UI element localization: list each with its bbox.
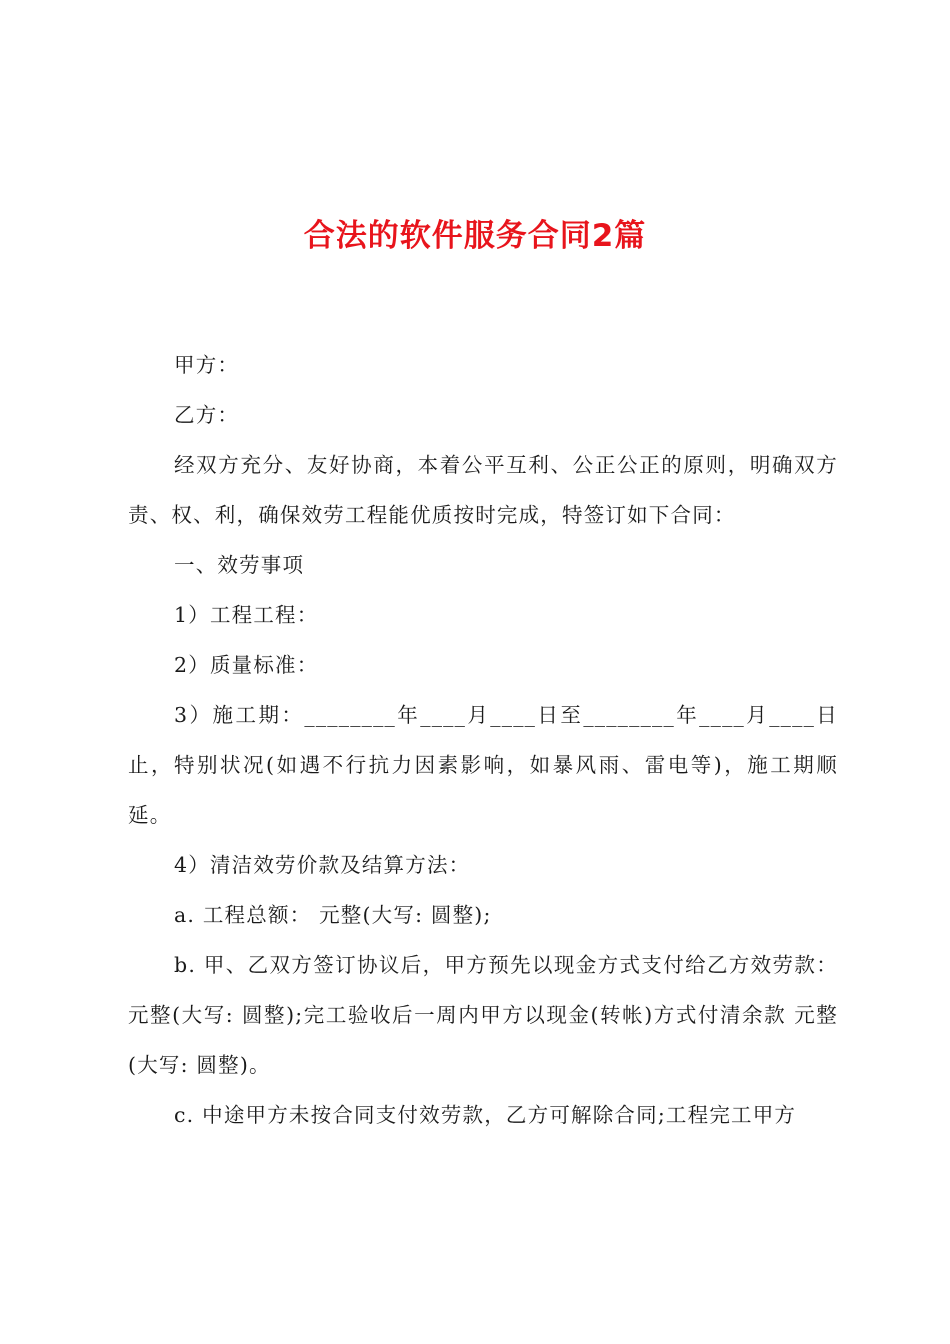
- paragraph-item-4: 4）清洁效劳价款及结算方法：: [174, 853, 471, 877]
- paragraph-item-a: a. 工程总额： 元整(大写: 圆整);: [174, 903, 492, 927]
- document-title: 合法的软件服务合同2篇: [303, 218, 647, 254]
- paragraph-item-3: 3）施工期：________年____月____日至________年____月____日止，特别状况(如遇不行抗力因素影响，如暴风雨、雷电等)，施工期顺延。: [128, 703, 838, 827]
- paragraph-item-b: b. 甲、乙双方签订协议后，甲方预先以现金方式支付给乙方效劳款： 元整(大写: 圆整);完工验收后一周内甲方以现金(转帐)方式付清余款 元整(大写: 圆整)。: [128, 953, 838, 1077]
- section-heading-service-items: 一、效劳事项: [174, 553, 305, 577]
- paragraph-item-c: c. 中途甲方未按合同支付效劳款，乙方可解除合同;工程完工甲方: [174, 1103, 797, 1127]
- paragraph-item-2: 2）质量标准：: [174, 653, 319, 677]
- paragraph-party-a: 甲方：: [174, 353, 240, 377]
- document-body: [128, 340, 838, 1140]
- paragraph-party-b: 乙方：: [174, 403, 240, 427]
- paragraph-item-1: 1）工程工程：: [174, 603, 319, 627]
- paragraph-preamble: 经双方充分、友好协商，本着公平互利、公正公正的原则，明确双方责、权、利，确保效劳工程能优质按时完成，特签订如下合同：: [128, 453, 838, 527]
